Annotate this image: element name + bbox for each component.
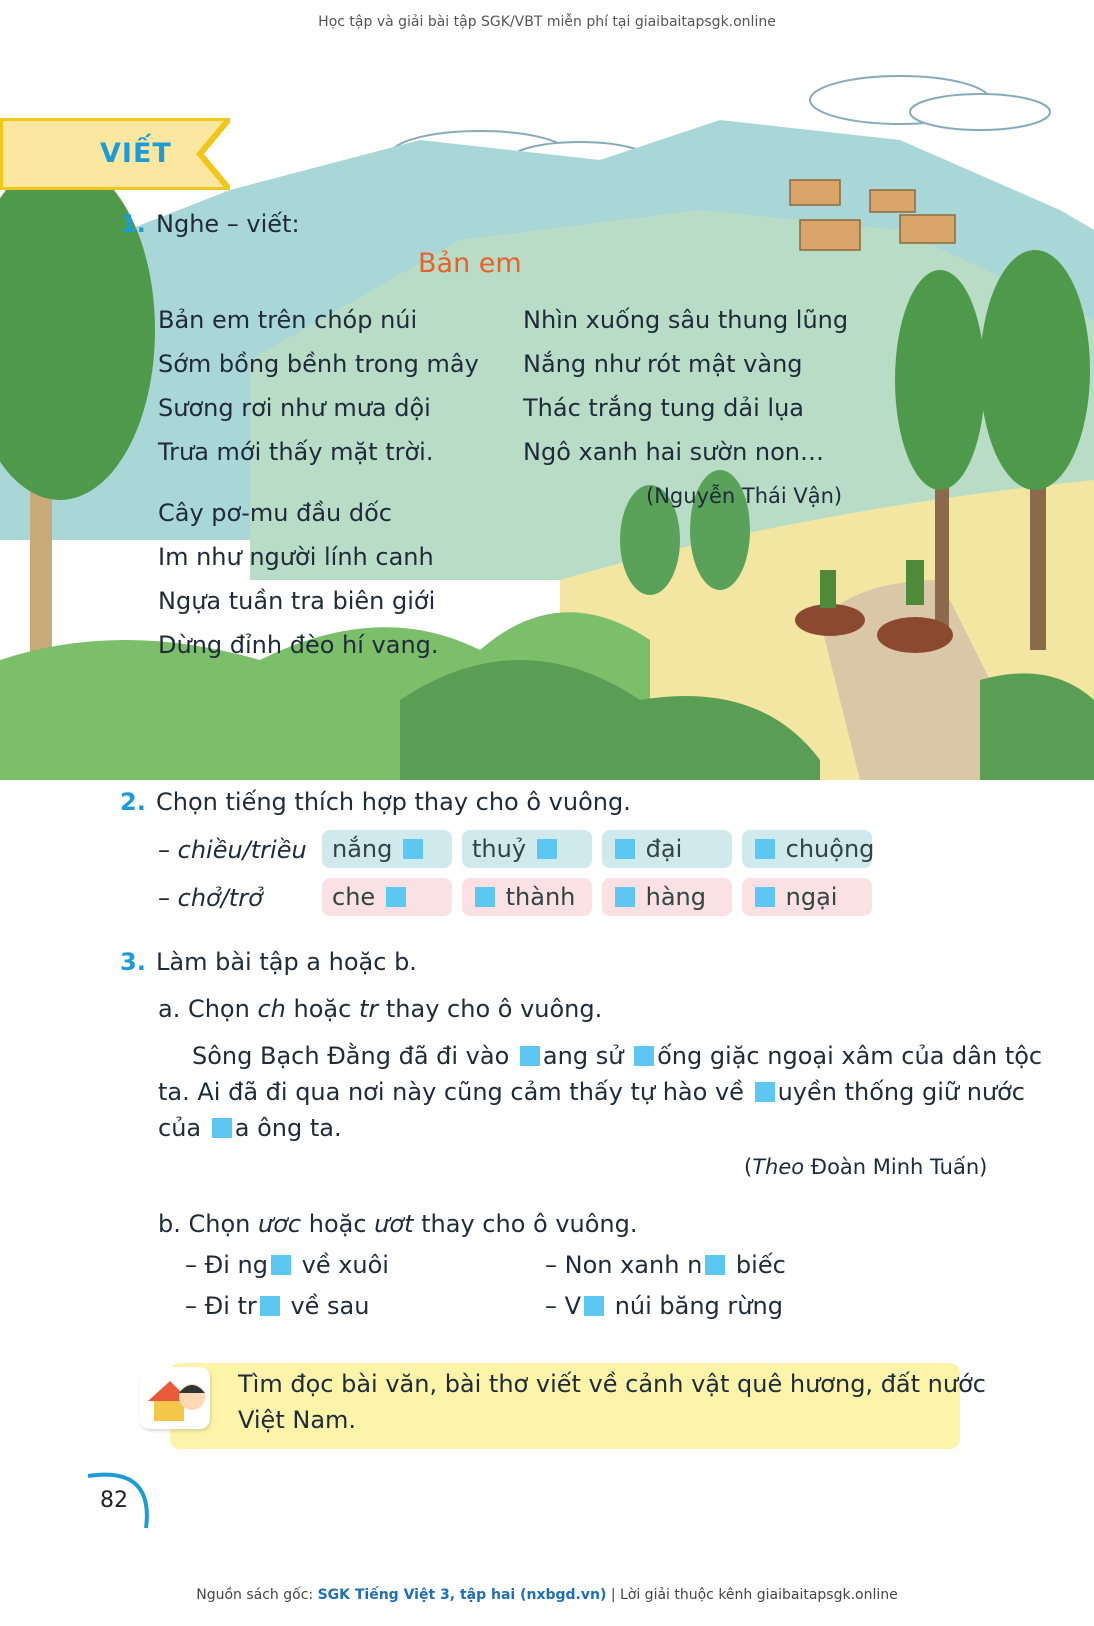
tip-line-2: Việt Nam. bbox=[238, 1406, 357, 1434]
para-line-2: ta. Ai đã đi qua nơi này cũng cảm thấy tự hào về uyền thống giữ nước bbox=[158, 1078, 1026, 1106]
word-card[interactable]: ngại bbox=[742, 878, 872, 916]
poem-line: Im như người lính canh bbox=[158, 543, 434, 571]
tip-line-1: Tìm đọc bài văn, bài thơ viết về cảnh vật quê hương, đất nước bbox=[238, 1370, 986, 1398]
blank-square bbox=[755, 887, 775, 907]
poem-line: Nắng như rót mật vàng bbox=[523, 350, 803, 378]
word-card[interactable]: thuỷ bbox=[462, 830, 592, 868]
ex2-number: 2. bbox=[120, 788, 146, 816]
ex3-number: 3. bbox=[120, 948, 146, 976]
poem-line: Bản em trên chóp núi bbox=[158, 306, 418, 334]
ex2-prompt: Chọn tiếng thích hợp thay cho ô vuông. bbox=[156, 788, 631, 816]
para-line-3: của a ông ta. bbox=[158, 1114, 342, 1142]
row1-label: – chiều/triều bbox=[158, 836, 307, 864]
poem-title: Bản em bbox=[418, 248, 522, 279]
poem-line: Ngô xanh hai sườn non… bbox=[523, 438, 825, 466]
blank-square bbox=[260, 1296, 280, 1316]
ex1-number: 1. bbox=[120, 210, 146, 238]
ex3b-item: – Đi tr về sau bbox=[185, 1292, 370, 1320]
poem-line: Thác trắng tung dải lụa bbox=[523, 394, 804, 422]
blank-square bbox=[271, 1255, 291, 1275]
poem-author: (Nguyễn Thái Vận) bbox=[646, 484, 843, 508]
blank-square bbox=[615, 887, 635, 907]
ex3b-item: – Đi ng về xuôi bbox=[185, 1251, 389, 1279]
header-note: Học tập và giải bài tập SGK/VBT miễn phí tại giaibaitapsgk.online bbox=[318, 14, 776, 30]
ex3-prompt: Làm bài tập a hoặc b. bbox=[156, 948, 417, 976]
blank-square bbox=[537, 839, 557, 859]
ex3b-prompt: b. Chọn ươc hoặc ươt thay cho ô vuông. bbox=[158, 1210, 638, 1238]
blank-square bbox=[755, 1082, 775, 1102]
word-card[interactable]: hàng bbox=[602, 878, 732, 916]
row2-label: – chở/trở bbox=[158, 884, 263, 912]
ex3a-prompt: a. Chọn ch hoặc tr thay cho ô vuông. bbox=[158, 995, 603, 1023]
house-child-icon bbox=[140, 1367, 210, 1429]
ex3b-item: – V núi băng rừng bbox=[545, 1292, 783, 1320]
poem-line: Sớm bồng bềnh trong mây bbox=[158, 350, 479, 378]
para-line-1: Sông Bạch Đằng đã đi vào ang sử ống giặc ngoại xâm của dân tộc bbox=[192, 1042, 1043, 1070]
blank-square bbox=[212, 1118, 232, 1138]
footer-note: Nguồn sách gốc: SGK Tiếng Việt 3, tập hai (nxbgd.vn) | Lời giải thuộc kênh giaibaitapsgk.online bbox=[196, 1587, 898, 1603]
blank-square bbox=[584, 1296, 604, 1316]
blank-square bbox=[403, 839, 423, 859]
blank-square bbox=[520, 1046, 540, 1066]
word-card[interactable]: đại bbox=[602, 830, 732, 868]
blank-square bbox=[615, 839, 635, 859]
ex3b-item: – Non xanh n biếc bbox=[545, 1251, 786, 1279]
blank-square bbox=[705, 1255, 725, 1275]
word-card[interactable]: che bbox=[322, 878, 452, 916]
page-number: 82 bbox=[100, 1488, 128, 1513]
ex1-label: Nghe – viết: bbox=[156, 210, 300, 238]
blank-square bbox=[475, 887, 495, 907]
poem-line: Dừng đỉnh đèo hí vang. bbox=[158, 631, 439, 659]
blank-square bbox=[755, 839, 775, 859]
poem-line: Sương rơi như mưa dội bbox=[158, 394, 431, 422]
blank-square bbox=[386, 887, 406, 907]
poem-line: Trưa mới thấy mặt trời. bbox=[158, 438, 434, 466]
poem-line: Cây pơ-mu đầu dốc bbox=[158, 499, 392, 527]
poem-line: Nhìn xuống sâu thung lũng bbox=[523, 306, 849, 334]
word-card[interactable]: thành bbox=[462, 878, 592, 916]
word-card[interactable]: nắng bbox=[322, 830, 452, 868]
blank-square bbox=[634, 1046, 654, 1066]
source-citation: (Theo Đoàn Minh Tuấn) bbox=[744, 1155, 988, 1179]
section-title: VIẾT bbox=[100, 138, 172, 169]
word-card[interactable]: chuộng bbox=[742, 830, 872, 868]
poem-line: Ngựa tuần tra biên giới bbox=[158, 587, 436, 615]
